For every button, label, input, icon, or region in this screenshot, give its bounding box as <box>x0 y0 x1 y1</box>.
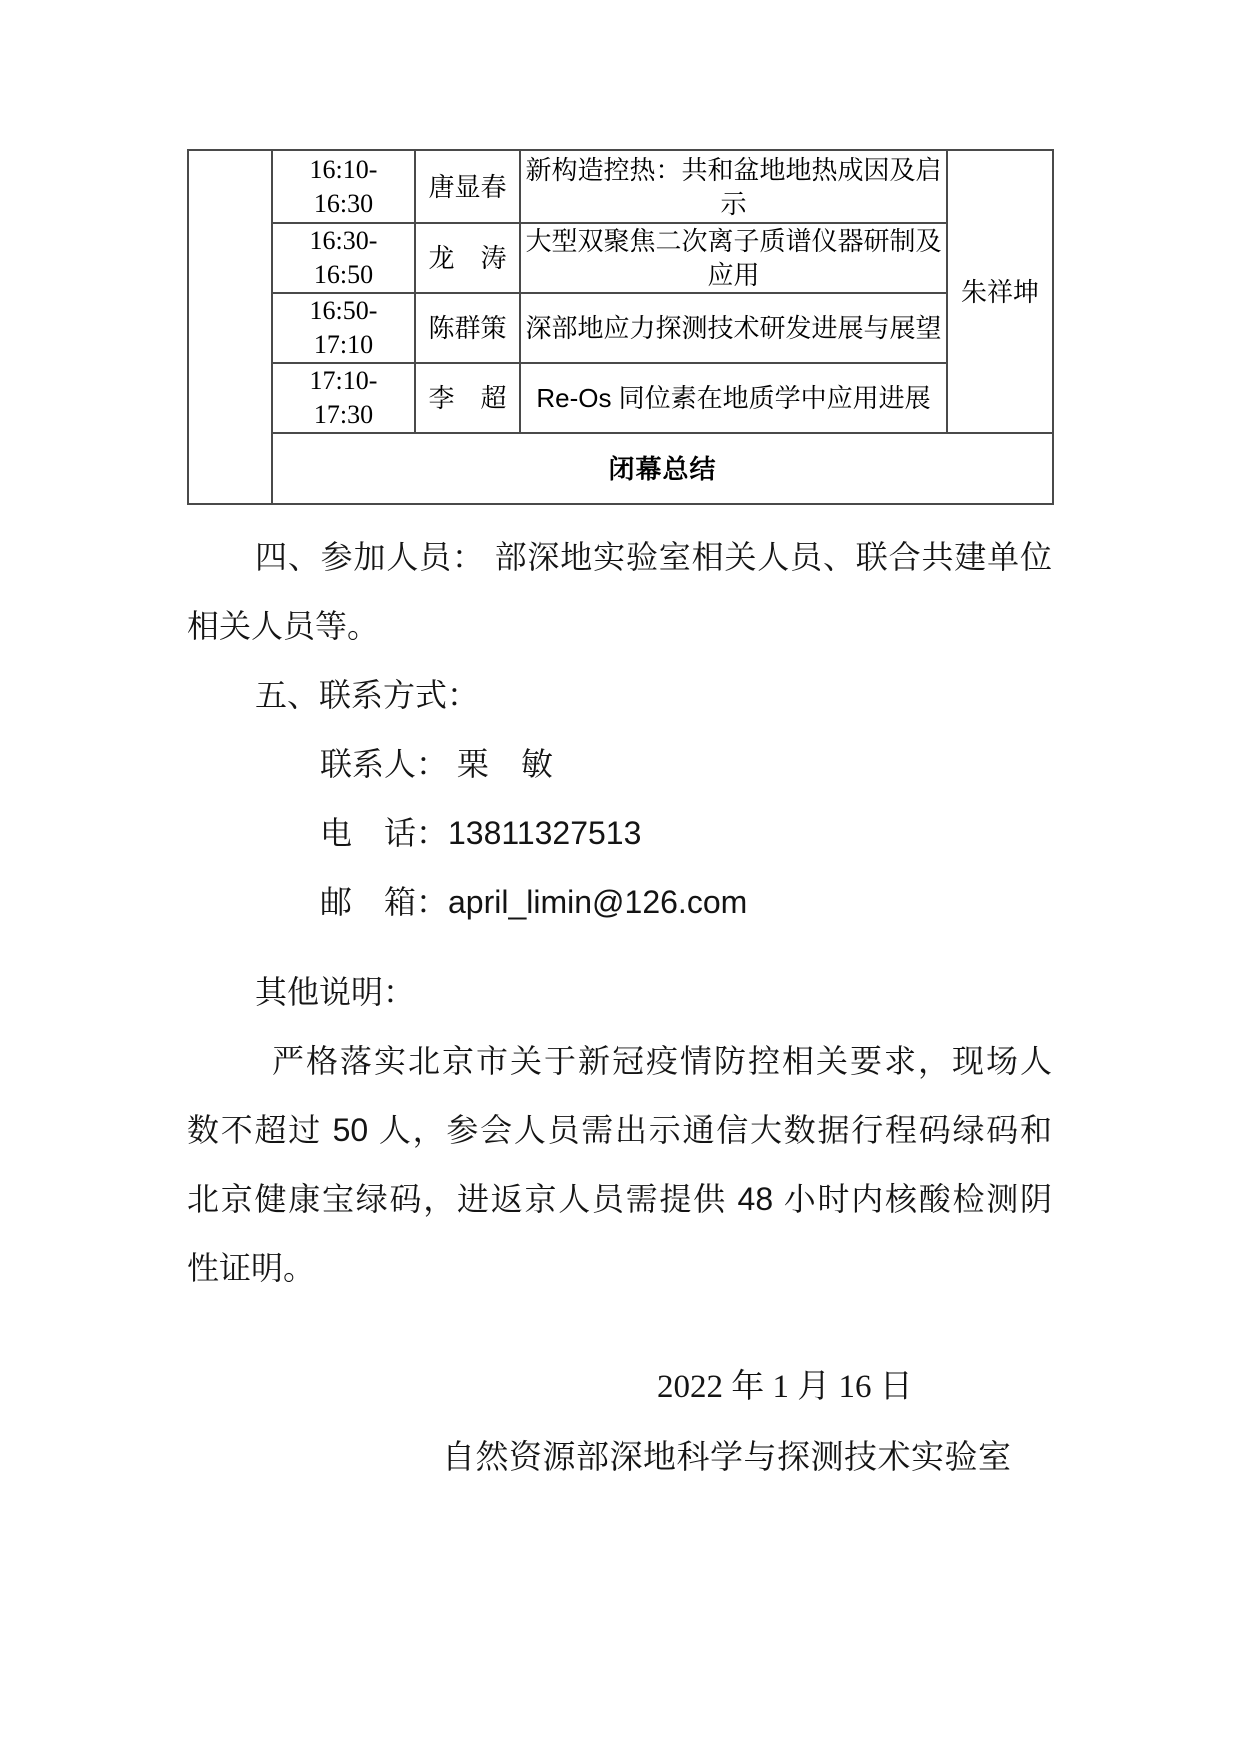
time-start: 16:50- <box>309 296 378 325</box>
notes-heading: 其他说明： <box>255 974 416 1010</box>
notes-paragraph-line1: 严格落实北京市关于新冠疫情防控相关要求，现场人 <box>272 1043 1052 1079</box>
time-end: 17:10 <box>313 330 374 359</box>
table-row-closing <box>188 433 1053 504</box>
session-title: 深部地应力探测技术研发进展与展望 <box>520 293 947 363</box>
table-row <box>188 363 1053 433</box>
participants-paragraph-line2: 相关人员等。 <box>187 608 380 644</box>
table-row <box>188 293 1053 363</box>
closing-summary-cell: 闭幕总结 <box>272 433 1053 504</box>
session-title: 新构造控热：共和盆地地热成因及启示 <box>520 150 947 223</box>
session-speaker: 龙 涛 <box>415 223 520 293</box>
document-content <box>0 149 1240 1491</box>
session-speaker: 陈群策 <box>415 293 520 363</box>
time-start: 16:10- <box>309 154 378 184</box>
time-end: 17:30 <box>313 400 374 429</box>
notes-paragraph-line4: 性证明。 <box>187 1250 316 1286</box>
session-chair: 朱祥坤 <box>947 150 1053 433</box>
session-speaker: 李 超 <box>415 363 520 433</box>
signature-organization: 自然资源部深地科学与探测技术实验室 <box>442 1438 1012 1475</box>
contact-heading: 五、联系方式： <box>255 677 480 713</box>
notes-paragraph-line3: 北京健康宝绿码，进返京人员需提供 48 小时内核酸检测阴 <box>187 1181 1052 1217</box>
session-title: Re-Os 同位素在地质学中应用进展 <box>520 363 947 433</box>
session-title: 大型双聚焦二次离子质谱仪器研制及应用 <box>520 223 947 293</box>
time-end: 16:50 <box>313 260 374 289</box>
participants-paragraph-line1: 四、参加人员： 部深地实验室相关人员、联合共建单位 <box>255 539 1052 575</box>
notes-paragraph-line2: 数不超过 50 人，参会人员需出示通信大数据行程码绿码和 <box>187 1112 1052 1148</box>
time-start: 16:30- <box>309 226 378 255</box>
session-speaker: 唐显春 <box>415 150 520 223</box>
session-time <box>272 150 415 223</box>
time-end: 16:30 <box>313 188 374 218</box>
contact-person: 联系人： 栗 敏 <box>320 746 553 782</box>
table-row <box>188 150 1053 223</box>
contact-email: 邮 箱：april_limin@126.com <box>320 884 748 920</box>
contact-phone: 电 话：13811327513 <box>320 815 642 851</box>
agenda-table <box>187 149 1054 505</box>
session-time <box>272 223 415 293</box>
continued-merged-cell <box>188 150 272 504</box>
table-row <box>188 223 1053 293</box>
session-time <box>272 363 415 433</box>
signature-date: 2022 年 1 月 16 日 <box>657 1369 913 1405</box>
time-start: 17:10- <box>309 366 378 395</box>
session-time <box>272 293 415 363</box>
